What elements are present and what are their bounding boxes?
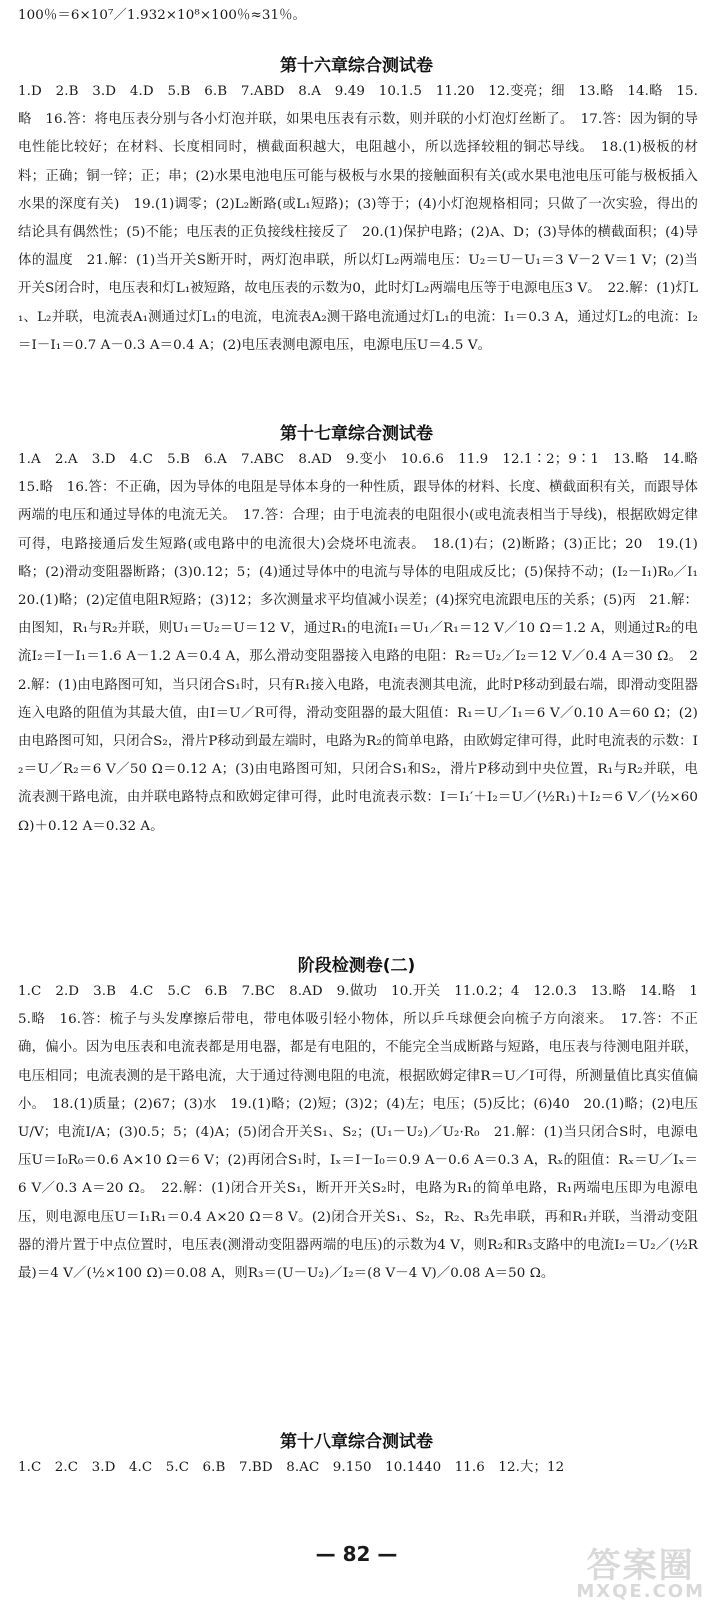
section-title-ch16: 第十六章综合测试卷 xyxy=(280,56,433,76)
section-text-ch17: 1.A 2.A 3.D 4.C 5.B 6.A 7.ABC 8.AD 9.变小 10.6.6 11.9 12.1∶2；9∶1 13.略 14.略 15.略 16.答：不正确，因为导体的电阻是导体本身的一种性质，跟导体的材料、长度、横截面积有关，而跟导体两端的电压和通过导体的电流无关。 17.答：合理；由于电流表的电阻很小(或电流表相当于导线)，根据欧姆定律可得，电路接通后发生短路(或电路中的电流很大)会烧坏电流表。 18.(1)右；(2)断路；(3)正比；20 19.(1)略；(2)滑动变阻器断路；(3)0.12；5；(4)通过导体中的电流与导体的电阻成反比；(5)保持不动；(I₂－I₁)R₀／I₁ 20.(1)略；(2)定值电阻R短路；(3)12；多次测量求平均值减小误差；(4)探究电流跟电压的关系；(5)丙 21.解：由图知，R₁与R₂并联，则U₁＝U₂＝U＝12 V，通过R₁的电流I₁＝U₁／R₁＝12 V／10 Ω＝1.2 A，则通过R₂的电流I₂＝I－I₁＝1.6 A－1.2 A＝0.4 A，那么滑动变阻器接入电路的电阻：R₂＝U₂／I₂＝12 V／0.4 A＝30 Ω。 22.解：(1)由电路图可知，当只闭合S₁时，只有R₁接入电路，电流表测其电流，此时P移动到最右端，即滑动变阻器连入电路的阻值为其最大值，由I＝U／R可得，滑动变阻器的最大阻值：R₁＝U／I₁＝6 V／0.10 A＝60 Ω；(2)由电路图可知，只闭合S₂，滑片P移动到最左端时，电路为R₂的简单电路，由欧姆定律可得，此时电流表的示数：I₂＝U／R₂＝6 V／50 Ω＝0.12 A；(3)由电路图可知，只闭合S₁和S₂，滑片P移动到中央位置，R₁与R₂并联，电流表测干路电流，由并联电路特点和欧姆定律可得，此时电流表示数：I＝I₁′＋I₂＝U／(½R₁)＋I₂＝6 V／(½×60 Ω)＋0.12 A＝0.32 A。 xyxy=(18,452,712,834)
watermark-logo xyxy=(576,1538,705,1602)
section-text-ch16: 1.D 2.B 3.D 4.D 5.B 6.B 7.ABD 8.A 9.49 10.1.5 11.20 12.变亮；细 13.略 14.略 15.略 16.答：将电压表分别与各小灯泡并联，如果电压表有示数，则并联的小灯泡灯丝断了。 17.答：因为铜的导电性能比较好；在材料、长度相同时，横截面积越大，电阻越小，所以选择较粗的铜芯导线。 18.(1)极板的材料；正确；铜一锌；正；串；(2)水果电池电压可能与极板与水果的接触面积有关(或水果电池电压可能与极板插入水果的深度有关) 19.(1)调零；(2)L₂断路(或L₁短路)；(3)等于；(4)小灯泡规格相同；只做了一次实验，得出的结论具有偶然性；(5)不能；电压表的正负接线柱接反了 20.(1)保护电路；(2)A、D；(3)导体的横截面积；(4)导体的温度 21.解：(1)当开关S断开时，两灯泡串联，所以灯L₂两端电压：U₂＝U－U₁＝3 V－2 V＝1 V；(2)当开关S闭合时，电压表和灯L₁被短路，故电压表的示数为0，此时灯L₂两端电压等于电源电压3 V。 22.解：(1)灯L₁、L₂并联，电流表A₁测通过灯L₁的电流，电流表A₂测干路电流通过灯L₁的电流：I₁＝0.3 A，通过灯L₂的电流：I₂＝I－I₁＝0.7 A－0.3 A＝0.4 A；(2)电压表测电源电压，电源电压U＝4.5 V。 xyxy=(18,84,698,353)
page-number: — 82 — xyxy=(315,1542,398,1566)
section-title-ch18: 第十八章综合测试卷 xyxy=(280,1432,433,1452)
watermark-main: 答案圈 xyxy=(586,1546,695,1586)
top-fragment: 100％＝6×10⁷／1.932×10⁸×100％≈31％。 xyxy=(18,8,307,23)
section-title-stage-test-2: 阶段检测卷(二) xyxy=(297,956,416,976)
watermark-site: MXQE.COM xyxy=(576,1581,705,1602)
section-text-stage-test-2: 1.C 2.D 3.B 4.C 5.C 6.B 7.BC 8.AD 9.做功 10.开关 11.0.2；4 12.0.3 13.略 14.略 15.略 16.答：梳子与头发摩擦后带电，带电体吸引轻小物体，所以乒乓球便会向梳子方向滚来。 17.答：不正确，偏小。因为电压表和电流表都是用电器，都是有电阻的，不能完全当成断路与短路，电压表与待测电阻并联，电压相同；电流表测的是干路电流，大于通过待测电阻的电流，根据欧姆定律R＝U／I可得，所测量值比真实值偏小。 18.(1)质量；(2)67；(3)水 19.(1)略；(2)短；(3)2；(4)左；电压；(5)反比；(6)40 20.(1)略；(2)电压U/V；电流I/A；(3)0.5；5；(4)A；(5)闭合开关S₁、S₂；(U₁－U₂)／U₂·R₀ 21.解：(1)当只闭合S时，电源电压U＝I₀R₀＝0.6 A×10 Ω＝6 V；(2)再闭合S₁时，Iₓ＝I－I₀＝0.9 A－0.6 A＝0.3 A，Rₓ的阻值：Rₓ＝U／Iₓ＝6 V／0.3 A＝20 Ω。 22.解：(1)闭合开关S₁，断开开关S₂时，电路为R₁的简单电路，R₁两端电压即为电源电压，则电源电压U＝I₁R₁＝0.4 A×20 Ω＝8 V。(2)闭合开关S₁、S₂，R₂、R₃先串联，再和R₁并联，当滑动变阻器的滑片置于中点位置时，电压表(测滑动变阻器两端的电压)的示数为4 V，则R₂和R₃支路中的电流I₂＝U₂／(½R最)＝4 V／(½×100 Ω)＝0.08 A，则R₃＝(U－U₂)／I₂＝(8 V－4 V)／0.08 A＝50 Ω。 xyxy=(18,984,698,1282)
section-title-ch17: 第十七章综合测试卷 xyxy=(280,424,433,444)
section-text-ch18: 1.C 2.C 3.D 4.C 5.C 6.B 7.BD 8.AC 9.150 10.1440 11.6 12.大；12 xyxy=(18,1460,565,1475)
